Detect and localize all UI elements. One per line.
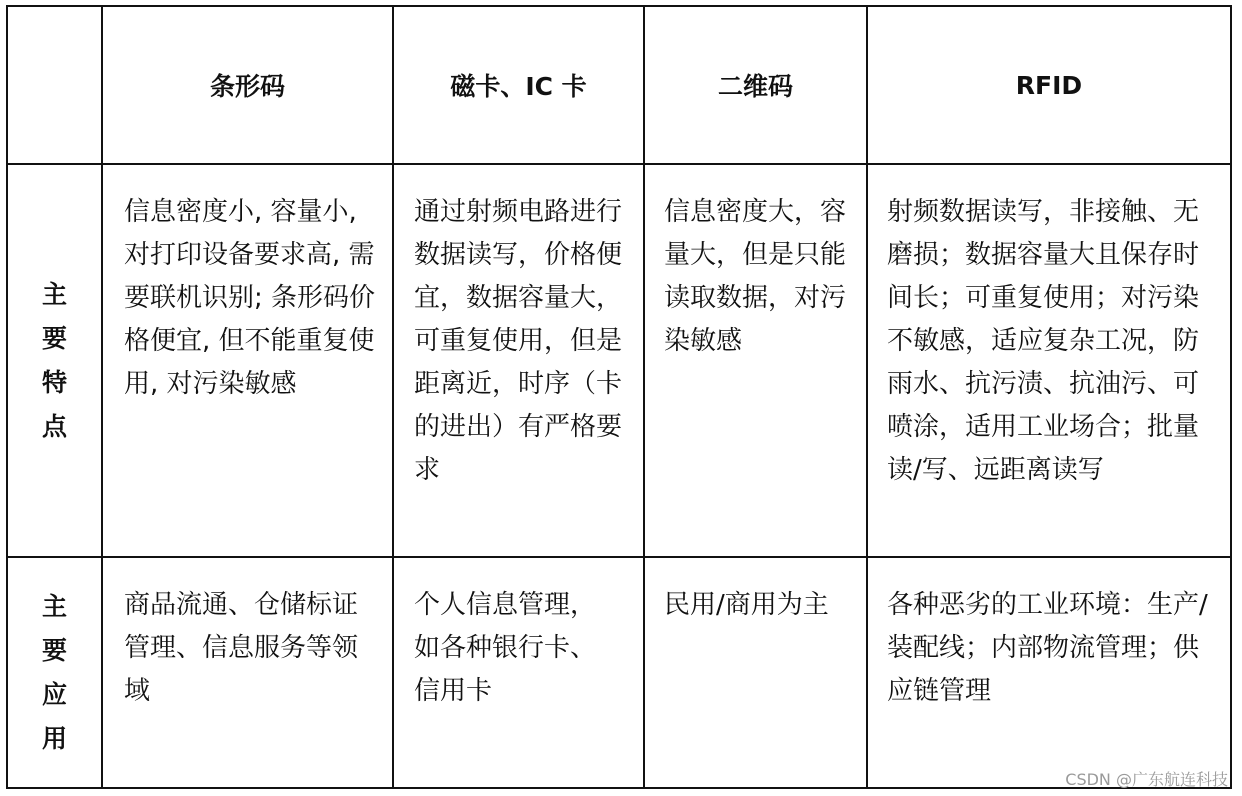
- row-label-char: 要: [41, 323, 67, 353]
- row-label-char: 特: [41, 367, 67, 397]
- watermark-text: CSDN @广东航连科技: [1065, 770, 1228, 789]
- features-rfid: 射频数据读写，非接触、无磨损；数据容量大且保存时间长；可重复使用；对污染不敏感，适应复杂工况，防雨水、抗污渍、抗油污、可喷涂，适用工业场合；批量读/写、远距离读写: [887, 197, 1200, 485]
- row-label-applications: [8, 558, 101, 787]
- features-qr-code: 信息密度大，容量大，但是只能读取数据，对污染敏感: [664, 197, 847, 356]
- header-rfid: RFID: [1015, 70, 1083, 100]
- applications-magnetic-ic-card: 个人信息管理，如各种银行卡、信用卡: [414, 590, 597, 706]
- applications-qr-code: 民用/商用为主: [664, 590, 829, 620]
- row-label-features: [8, 165, 101, 556]
- row-label-char: 点: [41, 411, 67, 441]
- features-barcode: 信息密度小, 容量小, 对打印设备要求高, 需要联机识别; 条形码价格便宜, 但不能重复使用, 对污染敏感: [124, 197, 376, 399]
- row-label-char: 用: [41, 723, 67, 753]
- header-qr-code: 二维码: [717, 72, 793, 101]
- row-label-char: 主: [41, 591, 67, 621]
- header-barcode: 条形码: [209, 72, 285, 101]
- applications-rfid: 各种恶劣的工业环境：生产/装配线；内部物流管理；供应链管理: [887, 590, 1208, 706]
- row-label-char: 要: [41, 635, 67, 665]
- header-magnetic-ic-card: 磁卡、IC 卡: [450, 72, 587, 101]
- row-label-char: 主: [41, 279, 67, 309]
- applications-barcode: 商品流通、仓储标证管理、信息服务等领域: [124, 590, 359, 706]
- row-label-char: 应: [41, 679, 67, 709]
- features-magnetic-ic-card: 通过射频电路进行数据读写，价格便宜，数据容量大，可重复使用，但是距离近，时序（卡的进出）有严格要求: [414, 197, 623, 485]
- header-corner-cell: [8, 7, 101, 163]
